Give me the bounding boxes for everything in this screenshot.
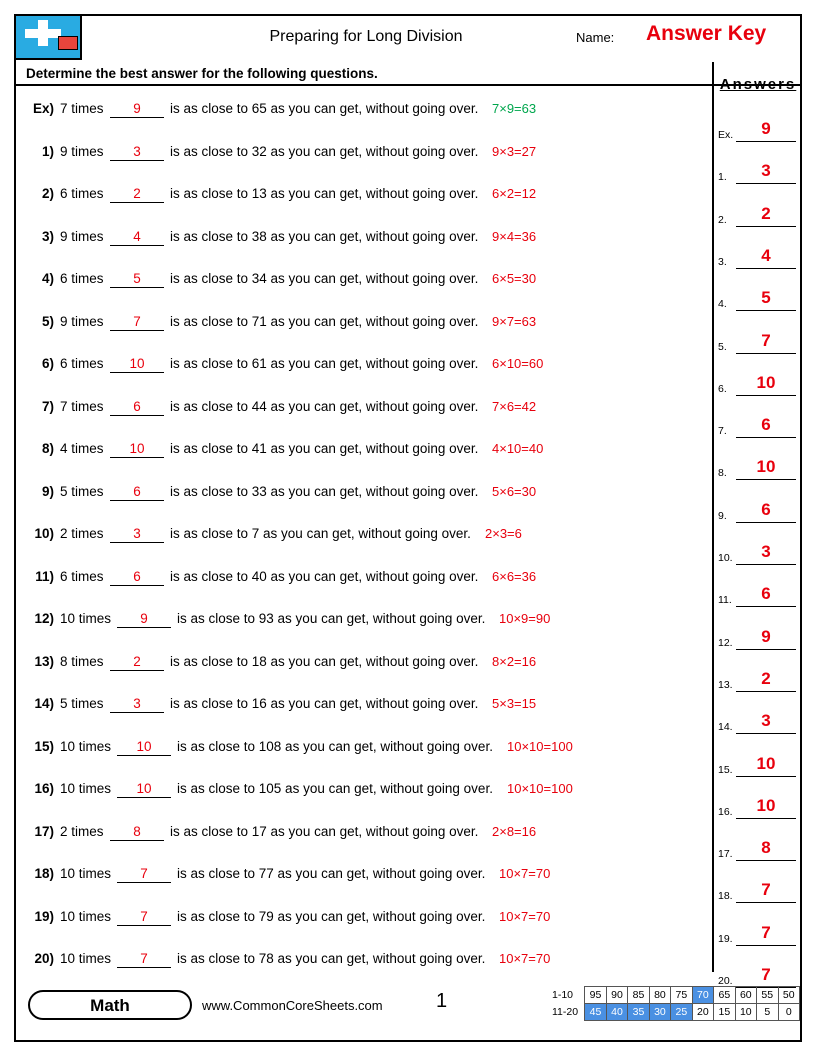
worked-solution: 10×7=70 — [499, 908, 551, 924]
question-row — [16, 218, 712, 261]
answer-key-badge: Answer Key — [646, 22, 767, 45]
question-number: 9) — [41, 483, 54, 499]
answer-entry-value[interactable]: 4 — [761, 245, 771, 265]
question-row — [16, 728, 712, 771]
answer-entry-number: 17. — [718, 848, 733, 861]
question-text-after: is as close to 32 as you can get, without going over. — [170, 143, 479, 159]
worksheet-page — [14, 14, 802, 1042]
question-text-before: 7 times — [60, 101, 104, 116]
question-number: 4) — [41, 271, 54, 286]
answer-entry-rule — [736, 691, 796, 692]
answer-entry-rule — [736, 183, 796, 184]
answer-entry — [718, 398, 800, 438]
question-text-after: is as close to 93 as you can get, without going over. — [177, 611, 486, 626]
question-text-before: 10 times — [60, 908, 112, 924]
question-text-after: is as close to 79 as you can get, without going over. — [177, 908, 486, 924]
answer-entry-value[interactable]: 8 — [761, 838, 771, 858]
answer-blank[interactable]: 10 — [117, 781, 171, 798]
answer-entry-number: 5. — [718, 340, 727, 353]
question-number: 7) — [41, 398, 54, 414]
scale-cell: 60 — [735, 987, 756, 1004]
question-number: 5) — [41, 313, 54, 329]
answer-entry-value[interactable]: 10 — [756, 795, 776, 815]
worked-solution: 7×6=42 — [492, 398, 537, 414]
answer-entry-value[interactable]: 3 — [761, 711, 771, 731]
question-text-after: is as close to 38 as you can get, without going over. — [170, 228, 479, 244]
answer-entry-value[interactable]: 7 — [761, 922, 771, 942]
answer-entry-rule — [736, 437, 796, 438]
scale-cell: 45 — [585, 1004, 606, 1021]
question-number: 18) — [34, 866, 54, 881]
question-text-before: 6 times — [60, 356, 104, 371]
answer-entry-rule — [736, 479, 796, 480]
scale-cell: 10 — [735, 1004, 756, 1021]
question-number: 12) — [34, 611, 54, 626]
answers-column — [712, 62, 800, 987]
answer-entry — [718, 102, 800, 142]
question-number: 1) — [41, 143, 54, 159]
scale-cell: 80 — [649, 987, 670, 1004]
scale-cell: 5 — [757, 1004, 778, 1021]
question-row — [16, 175, 712, 218]
worked-solution: 2×3=6 — [485, 526, 522, 541]
scale-cell: 35 — [628, 1004, 649, 1021]
answer-entry-number: 15. — [718, 763, 733, 776]
answer-entry-number: 13. — [718, 678, 733, 691]
answer-entry — [718, 652, 800, 692]
scale-cell: 25 — [671, 1004, 692, 1021]
answer-entry-number: 12. — [718, 636, 733, 649]
question-text-before: 6 times — [60, 568, 104, 584]
answer-entry-rule — [736, 268, 796, 269]
worked-solution: 10×7=70 — [499, 866, 551, 881]
question-text-after: is as close to 7 as you can get, without going over. — [170, 526, 471, 541]
answer-entry-rule — [736, 902, 796, 903]
answer-entry-rule — [736, 818, 796, 819]
question-text-before: 5 times — [60, 483, 104, 499]
question-row — [16, 473, 712, 516]
scale-cell: 90 — [606, 987, 627, 1004]
answer-entry-value[interactable]: 2 — [761, 668, 771, 688]
question-text-after: is as close to 13 as you can get, without going over. — [170, 186, 479, 201]
scale-cell: 50 — [778, 987, 800, 1004]
answer-entry-number: 18. — [718, 890, 733, 903]
worked-solution: 9×4=36 — [492, 228, 537, 244]
subject-badge: Math — [28, 990, 192, 1020]
answer-entry-value[interactable]: 10 — [756, 753, 776, 773]
question-text-after: is as close to 33 as you can get, without going over. — [170, 483, 479, 499]
question-row — [16, 813, 712, 856]
question-row — [16, 515, 712, 558]
worked-solution: 6×10=60 — [492, 356, 544, 371]
worked-solution: 10×7=70 — [499, 951, 551, 966]
answer-entry-number: 20. — [718, 975, 733, 987]
question-text-before: 10 times — [60, 866, 112, 881]
scale-cell: 30 — [649, 1004, 670, 1021]
header-divider — [16, 84, 800, 86]
question-number: 2) — [41, 186, 54, 201]
question-number: 6) — [41, 356, 54, 371]
question-text-before: 8 times — [60, 653, 104, 669]
worked-solution: 2×8=16 — [492, 823, 537, 839]
question-text-before: 10 times — [60, 611, 112, 626]
question-text-before: 10 times — [60, 738, 112, 754]
answer-blank[interactable]: 5 — [110, 271, 164, 288]
answer-entry-value[interactable]: 7 — [761, 965, 771, 984]
scale-cell: 15 — [714, 1004, 735, 1021]
answer-entry-number: 3. — [718, 255, 727, 268]
scale-row — [550, 1004, 800, 1021]
question-row — [16, 260, 712, 303]
question-text-before: 2 times — [60, 823, 104, 839]
answer-entry-rule — [736, 860, 796, 861]
answer-entry-rule — [736, 606, 796, 607]
answer-entry-value[interactable]: 2 — [761, 203, 771, 223]
question-text-after: is as close to 44 as you can get, without going over. — [170, 398, 479, 414]
answer-entry-number: 9. — [718, 509, 727, 522]
answer-entry-number: 1. — [718, 171, 727, 184]
scale-cell: 95 — [585, 987, 606, 1004]
answer-blank[interactable]: 7 — [117, 951, 171, 968]
scale-cell: 20 — [692, 1004, 713, 1021]
answer-entry-rule — [736, 522, 796, 523]
site-logo-icon — [16, 16, 82, 60]
answer-entry-value[interactable]: 7 — [761, 880, 771, 900]
answer-entry — [718, 906, 800, 946]
answer-entry-value[interactable]: 9 — [761, 119, 771, 138]
answer-entry — [718, 610, 800, 650]
question-text-before: 9 times — [60, 143, 104, 159]
answer-blank[interactable]: 8 — [110, 824, 164, 841]
question-text-after: is as close to 61 as you can get, without going over. — [170, 356, 479, 371]
question-text-after: is as close to 41 as you can get, without going over. — [170, 441, 479, 456]
question-row — [16, 303, 712, 346]
worksheet-footer — [16, 974, 800, 1040]
answer-entry-value[interactable]: 9 — [761, 626, 771, 646]
question-number: 3) — [41, 228, 54, 244]
question-number: 17) — [34, 823, 54, 839]
worked-solution: 6×5=30 — [492, 271, 537, 286]
worksheet-header — [16, 16, 800, 62]
worked-solution: 5×6=30 — [492, 483, 537, 499]
question-number: 13) — [34, 653, 54, 669]
question-row — [16, 430, 712, 473]
answer-entry-number: 4. — [718, 298, 727, 311]
answer-entry-value[interactable]: 3 — [761, 161, 771, 181]
answer-blank[interactable]: 9 — [110, 101, 164, 118]
answer-entry-value[interactable]: 10 — [756, 457, 776, 477]
answer-blank[interactable]: 10 — [117, 739, 171, 756]
answers-title: Answers — [719, 76, 797, 93]
question-text-before: 2 times — [60, 526, 104, 541]
question-row — [16, 90, 712, 133]
question-row — [16, 558, 712, 601]
answer-entry-number: Ex. — [718, 129, 734, 141]
answer-entry — [718, 356, 800, 396]
answer-entry-number: 14. — [718, 721, 733, 734]
scale-cell: 40 — [606, 1004, 627, 1021]
answer-entry — [718, 694, 800, 734]
question-text-after: is as close to 40 as you can get, without going over. — [170, 568, 479, 584]
answer-entry-value[interactable]: 3 — [761, 542, 771, 561]
answer-entry-rule — [736, 649, 796, 650]
question-text-after: is as close to 77 as you can get, without going over. — [177, 866, 486, 881]
question-row — [16, 685, 712, 728]
scale-cell: 70 — [692, 987, 713, 1004]
page-title: Preparing for Long Division — [269, 28, 463, 45]
answer-blank[interactable]: 2 — [110, 654, 164, 671]
question-text-before: 7 times — [60, 398, 104, 414]
answer-entry — [718, 821, 800, 861]
question-number: 8) — [41, 441, 54, 456]
scale-row — [550, 987, 800, 1004]
question-text-before: 9 times — [60, 228, 104, 244]
scale-cell: 75 — [671, 987, 692, 1004]
answer-blank[interactable]: 3 — [110, 696, 164, 713]
answer-entry-value[interactable]: 6 — [761, 584, 771, 604]
question-text-before: 10 times — [60, 951, 112, 966]
answer-blank[interactable]: 3 — [110, 526, 164, 543]
answer-blank[interactable]: 4 — [110, 229, 164, 246]
answer-blank[interactable]: 6 — [110, 569, 164, 586]
scale-cell: 0 — [778, 1004, 800, 1021]
question-row — [16, 345, 712, 388]
answer-entry — [718, 187, 800, 227]
worked-solution: 10×10=100 — [507, 781, 573, 796]
question-text-before: 9 times — [60, 313, 104, 329]
question-text-after: is as close to 34 as you can get, without going over. — [170, 271, 479, 286]
question-number: 11) — [35, 568, 54, 584]
scale-cell: 55 — [757, 987, 778, 1004]
question-text-after: is as close to 17 as you can get, without going over. — [170, 823, 479, 839]
answer-entry — [718, 483, 800, 523]
instructions: Determine the best answer for the following questions. — [26, 66, 378, 81]
answer-blank[interactable]: 10 — [110, 356, 164, 373]
answer-entry-rule — [736, 945, 796, 946]
answer-entry-value[interactable]: 6 — [761, 415, 771, 435]
question-text-after: is as close to 78 as you can get, without going over. — [177, 951, 486, 966]
question-number: 15) — [34, 738, 54, 754]
question-number: Ex) — [32, 101, 54, 116]
scale-row-label: 1-10 — [552, 989, 574, 1001]
answer-blank[interactable]: 10 — [110, 441, 164, 458]
question-row — [16, 643, 712, 686]
page-number: 1 — [436, 990, 448, 1012]
question-text-after: is as close to 108 as you can get, without going over. — [177, 738, 493, 754]
answer-entry-rule — [736, 395, 796, 396]
answer-entry-number: 6. — [718, 382, 727, 395]
worked-solution: 6×6=36 — [492, 568, 537, 584]
grading-scale — [550, 986, 800, 1021]
question-text-before: 6 times — [60, 271, 104, 286]
question-row — [16, 133, 712, 176]
question-number: 16) — [34, 781, 54, 796]
answer-entry-number: 7. — [718, 425, 727, 438]
question-row — [16, 770, 712, 813]
answer-entry — [718, 314, 800, 354]
answer-entry-value[interactable]: 7 — [761, 330, 771, 350]
answer-entry-value[interactable]: 10 — [756, 372, 776, 392]
answer-entry-rule — [736, 733, 796, 734]
answer-entry-rule — [736, 353, 796, 354]
worked-solution: 7×9=63 — [492, 101, 537, 116]
question-list — [16, 90, 712, 983]
worked-solution: 9×7=63 — [492, 313, 537, 329]
question-text-after: is as close to 65 as you can get, without going over. — [170, 101, 479, 116]
question-text-after: is as close to 71 as you can get, without going over. — [170, 313, 479, 329]
answer-blank[interactable]: 7 — [110, 314, 164, 331]
question-row — [16, 855, 712, 898]
answer-blank[interactable]: 6 — [110, 484, 164, 501]
question-text-after: is as close to 16 as you can get, without going over. — [170, 696, 479, 711]
question-number: 20) — [34, 951, 54, 966]
question-text-before: 10 times — [60, 781, 112, 796]
worked-solution: 5×3=15 — [492, 696, 537, 711]
answer-blank[interactable]: 7 — [117, 909, 171, 926]
answer-entry — [718, 440, 800, 480]
answer-entry — [718, 567, 800, 607]
answer-blank[interactable]: 9 — [117, 611, 171, 628]
answer-entry-rule — [736, 776, 796, 777]
answer-entry-rule — [736, 226, 796, 227]
worked-solution: 10×9=90 — [499, 611, 551, 626]
question-text-before: 6 times — [60, 186, 104, 201]
website-url: www.CommonCoreSheets.com — [202, 998, 383, 1013]
scale-cell: 65 — [714, 987, 735, 1004]
answer-blank[interactable]: 3 — [110, 144, 164, 161]
question-number: 10) — [34, 526, 54, 541]
answer-entry — [718, 271, 800, 311]
answer-entry — [718, 229, 800, 269]
question-text-before: 4 times — [60, 441, 104, 456]
question-text-before: 5 times — [60, 696, 104, 711]
answer-entry-number: 11. — [718, 594, 732, 607]
worked-solution: 4×10=40 — [492, 441, 544, 456]
name-label: Name: — [576, 30, 615, 45]
answer-entry-number: 2. — [718, 213, 727, 226]
worked-solution: 6×2=12 — [492, 186, 537, 201]
answer-entry-rule — [736, 141, 796, 142]
answer-blank[interactable]: 2 — [110, 186, 164, 203]
answer-entry-number: 16. — [718, 805, 733, 818]
answer-entry-number: 8. — [718, 467, 727, 480]
answer-entry-value[interactable]: 6 — [761, 499, 771, 519]
question-number: 14) — [34, 696, 54, 711]
answer-entry — [718, 737, 800, 777]
answer-blank[interactable]: 6 — [110, 399, 164, 416]
question-row — [16, 600, 712, 643]
question-text-after: is as close to 105 as you can get, without going over. — [177, 781, 493, 796]
worked-solution: 8×2=16 — [492, 653, 537, 669]
question-row — [16, 388, 712, 431]
scale-row-label: 11-20 — [552, 1006, 579, 1018]
answer-entry — [718, 525, 800, 565]
worked-solution: 9×3=27 — [492, 143, 537, 159]
question-text-after: is as close to 18 as you can get, without going over. — [170, 653, 479, 669]
answer-entry-value[interactable]: 5 — [761, 288, 771, 308]
answer-entry-rule — [736, 310, 796, 311]
worked-solution: 10×10=100 — [507, 738, 573, 754]
scale-cell: 85 — [628, 987, 649, 1004]
answer-entry — [718, 779, 800, 819]
question-number: 19) — [34, 908, 54, 924]
answer-entry-number: 10. — [718, 552, 733, 564]
answer-blank[interactable]: 7 — [117, 866, 171, 883]
answer-entry — [718, 144, 800, 184]
answer-entry-number: 19. — [718, 932, 733, 945]
answer-entry-rule — [736, 564, 796, 565]
answer-entry — [718, 863, 800, 903]
question-row — [16, 898, 712, 941]
